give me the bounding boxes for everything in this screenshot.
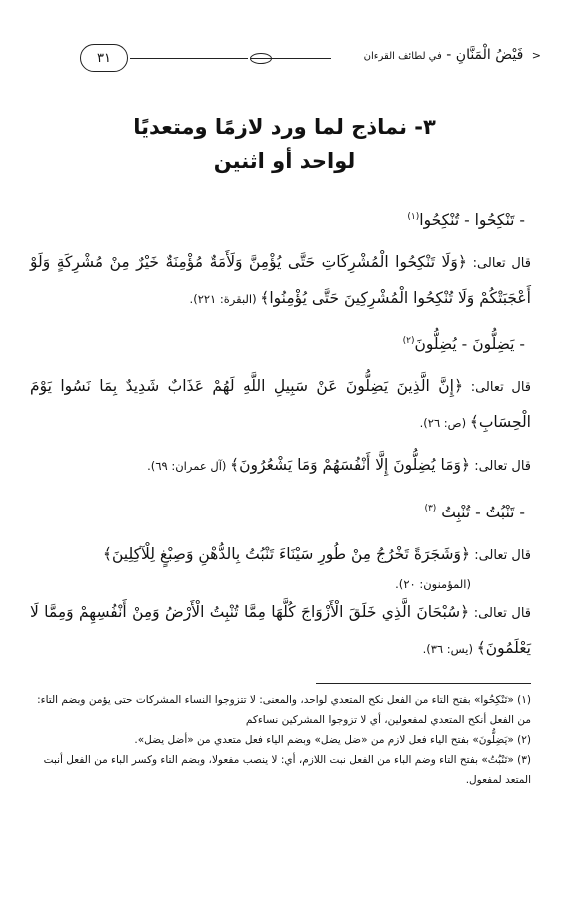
footnote-3: (٣) «تَنْبُتُ» بفتح التاء وضم الباء من الفعل نبت اللازم، أي: لا ينصب مفعولا، وبضم التاء وكسر الباء من الفعل أنبت المتعد لمفعول. <box>43 754 531 786</box>
quran-quote <box>30 369 531 440</box>
book-title: < فَيْضُ الْمَنَّانِ - في لطائف القرءان <box>363 47 541 63</box>
quote-reference: (يس: ٣٦). <box>422 642 477 657</box>
page-number <box>80 44 128 72</box>
quote-text: ﴿وَشَجَرَةً تَخْرُجُ مِنْ طُورِ سَيْنَاءَ تَنْبُتُ بِالدُّهْنِ وَصِبْغٍ لِلْآكِلِينَ﴾ <box>102 545 471 564</box>
body-content <box>30 200 531 666</box>
quote-prefix: قال تعالى: <box>469 606 531 622</box>
quote-prefix: قال تعالى: <box>466 256 531 272</box>
quote-reference: (المؤمنون: ٢٠). <box>395 577 471 592</box>
quran-quote <box>30 448 531 484</box>
quote-prefix: قال تعالى: <box>470 459 531 475</box>
entry-heading <box>30 324 531 361</box>
section-title <box>40 110 529 178</box>
footnotes <box>30 690 531 790</box>
quote-prefix: قال تعالى: <box>470 548 531 564</box>
footnote-marker: (١) <box>407 212 420 222</box>
footnote-marker: (٢) <box>402 336 415 347</box>
quote-text: ﴿سُبْحَانَ الَّذِي خَلَقَ الْأَزْوَاجَ كُلَّهَا مِمَّا تُنْبِتُ الْأَرْضُ وَمِنْ أَنْفُسِهِمْ وَمِمَّا لَا يَعْلَمُونَ﴾ <box>30 603 531 658</box>
entry-heading-text: - تَنْبُتُ - تُنْبِتُ <box>441 503 525 522</box>
book-title-main: فَيْضُ الْمَنَّانِ <box>455 47 524 63</box>
footnote-1: (١) «تَنْكِحُوا» بفتح التاء من الفعل نكح المتعدي لواحد، والمعنى: لا تتزوجوا النساء المشركات حتى يؤمن وبضم التاء: من الفعل أنكح المتعدي لمفعولين، أي لا تزوجوا المشركين نساءكم <box>37 694 531 726</box>
header-arrow-icon: < <box>531 49 541 62</box>
quote-reference: (ص: ٢٦). <box>419 416 470 431</box>
header-rule-left <box>130 58 248 59</box>
book-subtitle: في لطائف القرءان <box>363 51 442 62</box>
entry-heading <box>30 200 531 237</box>
quran-quote <box>30 245 531 316</box>
page-number-text: ٣١ <box>97 50 111 66</box>
quote-text: ﴿إِنَّ الَّذِينَ يَضِلُّونَ عَنْ سَبِيلِ اللَّهِ لَهُمْ عَذَابٌ شَدِيدٌ بِمَا نَسُوا يَوْمَ الْحِسَابِ﴾ <box>30 377 531 432</box>
quote-reference: (آل عمران: ٦٩). <box>147 459 231 474</box>
quran-quote <box>30 537 531 573</box>
quran-quote <box>30 595 531 666</box>
quote-text: ﴿وَلَا تَنْكِحُوا الْمُشْرِكَاتِ حَتَّى يُؤْمِنَّ وَلَأَمَةٌ مُؤْمِنَةٌ خَيْرٌ مِنْ مُشْرِكَةٍ وَلَوْ أَعْجَبَتْكُمْ وَلَا تُنْكِحُوا الْمُشْرِكِينَ حَتَّى يُؤْمِنُوا﴾ <box>30 253 531 308</box>
quote-reference: (البقرة: ٢٢١). <box>189 292 261 307</box>
section-title-line-2: لواحد أو اثنين <box>213 149 356 173</box>
header-ornament <box>250 53 272 64</box>
footnote-separator <box>316 683 531 684</box>
entry-heading-text: - تَنْكِحُوا - تُنْكِحُوا <box>419 211 525 230</box>
quote-prefix: قال تعالى: <box>463 380 531 396</box>
section-title-line-1: ٣- نماذج لما ورد لازمًا ومتعديًا <box>133 115 436 139</box>
quote-text: ﴿وَمَا يُضِلُّونَ إِلَّا أَنْفُسَهُمْ وَمَا يَشْعُرُونَ﴾ <box>230 456 471 475</box>
footnote-2: (٢) «يَضِلُّونَ» بفتح الياء فعل لازم من «ضل يضل» وبضم الياء فعل متعدي من «أضل يضل». <box>134 734 531 746</box>
footnote-marker: (٣) <box>424 504 437 515</box>
entry-heading-text: - يَضِلُّونَ - يُضِلُّونَ <box>414 335 525 354</box>
entry-heading <box>30 492 531 529</box>
running-header <box>28 38 541 82</box>
